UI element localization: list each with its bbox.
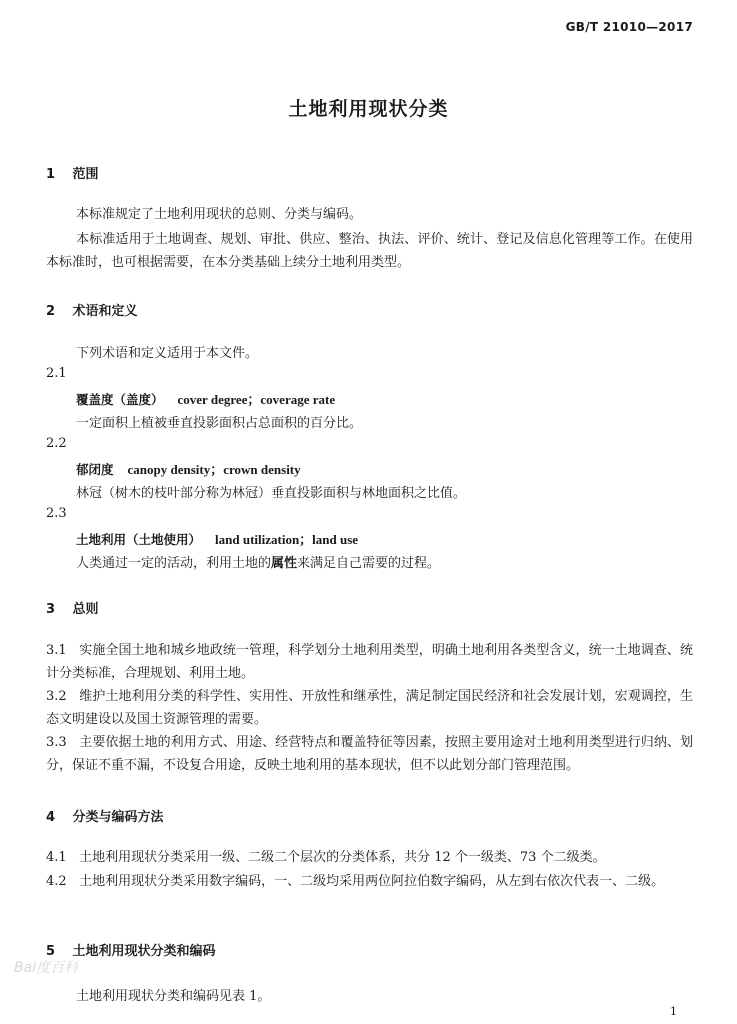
clause-text: 土地利用现状分类采用一级、二级二个层次的分类体系，共分 12 个一级类、73 个二级类。	[79, 850, 606, 865]
definition-text: 来满足自己需要的过程。	[297, 556, 441, 571]
term-heading	[76, 529, 358, 548]
section-number: 4	[46, 810, 56, 825]
definition-text: 人类通过一定的活动，利用土地的	[76, 556, 272, 571]
term-heading	[76, 389, 335, 408]
term-definition: 一定面积上植被垂直投影面积占总面积的百分比。	[76, 416, 363, 431]
clause-4-2	[46, 870, 693, 893]
clause-number: 3.1	[46, 643, 67, 658]
clause-number: 4.2	[46, 874, 67, 889]
term-number: 2.2	[46, 436, 67, 451]
clause-text: 主要依据土地的利用方式、用途、经营特点和覆盖特征等因素，按照主要用途对土地利用类型进行归纳、划分，保证不重不漏，不设复合用途，反映土地利用的基本现状，但不以此划分部门管理范围。	[46, 735, 693, 773]
clause-text: 土地利用现状分类采用数字编码，一、二级均采用两位阿拉伯数字编码，从左到右依次代表一、二级。	[79, 874, 665, 889]
section-2-intro	[46, 342, 693, 365]
page-number: 1	[670, 1005, 677, 1018]
term-heading	[76, 459, 301, 478]
paragraph-text: 下列术语和定义适用于本文件。	[76, 346, 259, 361]
standard-code: GB/T 21010—2017	[565, 20, 693, 34]
watermark-logo: Bai度百科	[14, 960, 79, 976]
term-english: land utilization；land use	[215, 532, 359, 547]
term-definition	[76, 552, 440, 571]
section-1-paragraph-1	[46, 203, 693, 226]
clause-3-2	[46, 685, 693, 731]
clause-number: 4.1	[46, 850, 67, 865]
paragraph-text: 本标准适用于土地调查、规划、审批、供应、整治、执法、评价、统计、登记及信息化管理等工作。在使用本标准时，也可根据需要，在本分类基础上续分土地利用类型。	[46, 232, 693, 270]
section-number: 1	[46, 167, 56, 182]
clause-number: 3.3	[46, 735, 67, 750]
page-title: 土地利用现状分类	[288, 98, 449, 120]
term-chinese: 土地利用（土地使用）	[76, 532, 202, 547]
section-title: 土地利用现状分类和编码	[72, 944, 216, 959]
term-number: 2.1	[46, 366, 67, 381]
section-1-heading	[46, 163, 99, 182]
section-number: 3	[46, 602, 56, 617]
clause-3-3	[46, 731, 693, 777]
term-chinese: 郁闭度	[76, 462, 114, 477]
section-number: 5	[46, 944, 56, 959]
term-number: 2.3	[46, 506, 67, 521]
term-english: cover degree；coverage rate	[177, 392, 336, 407]
definition-emphasis: 属性	[271, 556, 298, 571]
clause-3-1	[46, 639, 693, 685]
term-english: canopy density；crown density	[127, 462, 301, 477]
section-title: 总则	[72, 602, 99, 617]
section-4-heading	[46, 806, 164, 825]
section-title: 术语和定义	[72, 304, 138, 319]
section-3-heading	[46, 598, 99, 617]
term-chinese: 覆盖度（盖度）	[76, 392, 164, 407]
section-2-heading	[46, 300, 138, 319]
section-number: 2	[46, 304, 56, 319]
clause-number: 3.2	[46, 689, 67, 704]
section-title: 分类与编码方法	[72, 810, 164, 825]
section-title: 范围	[72, 167, 99, 182]
clause-text: 维护土地利用分类的科学性、实用性、开放性和继承性，满足制定国民经济和社会发展计划，宏观调控，生态文明建设以及国土资源管理的需要。	[46, 689, 693, 727]
clause-text: 实施全国土地和城乡地政统一管理，科学划分土地利用类型，明确土地利用各类型含义，统一土地调查、统计分类标准，合理规划、利用土地。	[46, 643, 693, 681]
clause-4-1	[46, 846, 693, 869]
section-1-paragraph-2	[46, 228, 693, 274]
term-definition: 林冠（树木的枝叶部分称为林冠）垂直投影面积与林地面积之比值。	[76, 486, 467, 501]
paragraph-text: 本标准规定了土地利用现状的总则、分类与编码。	[76, 207, 363, 222]
section-5-paragraph: 土地利用现状分类和编码见表 1。	[76, 989, 271, 1004]
